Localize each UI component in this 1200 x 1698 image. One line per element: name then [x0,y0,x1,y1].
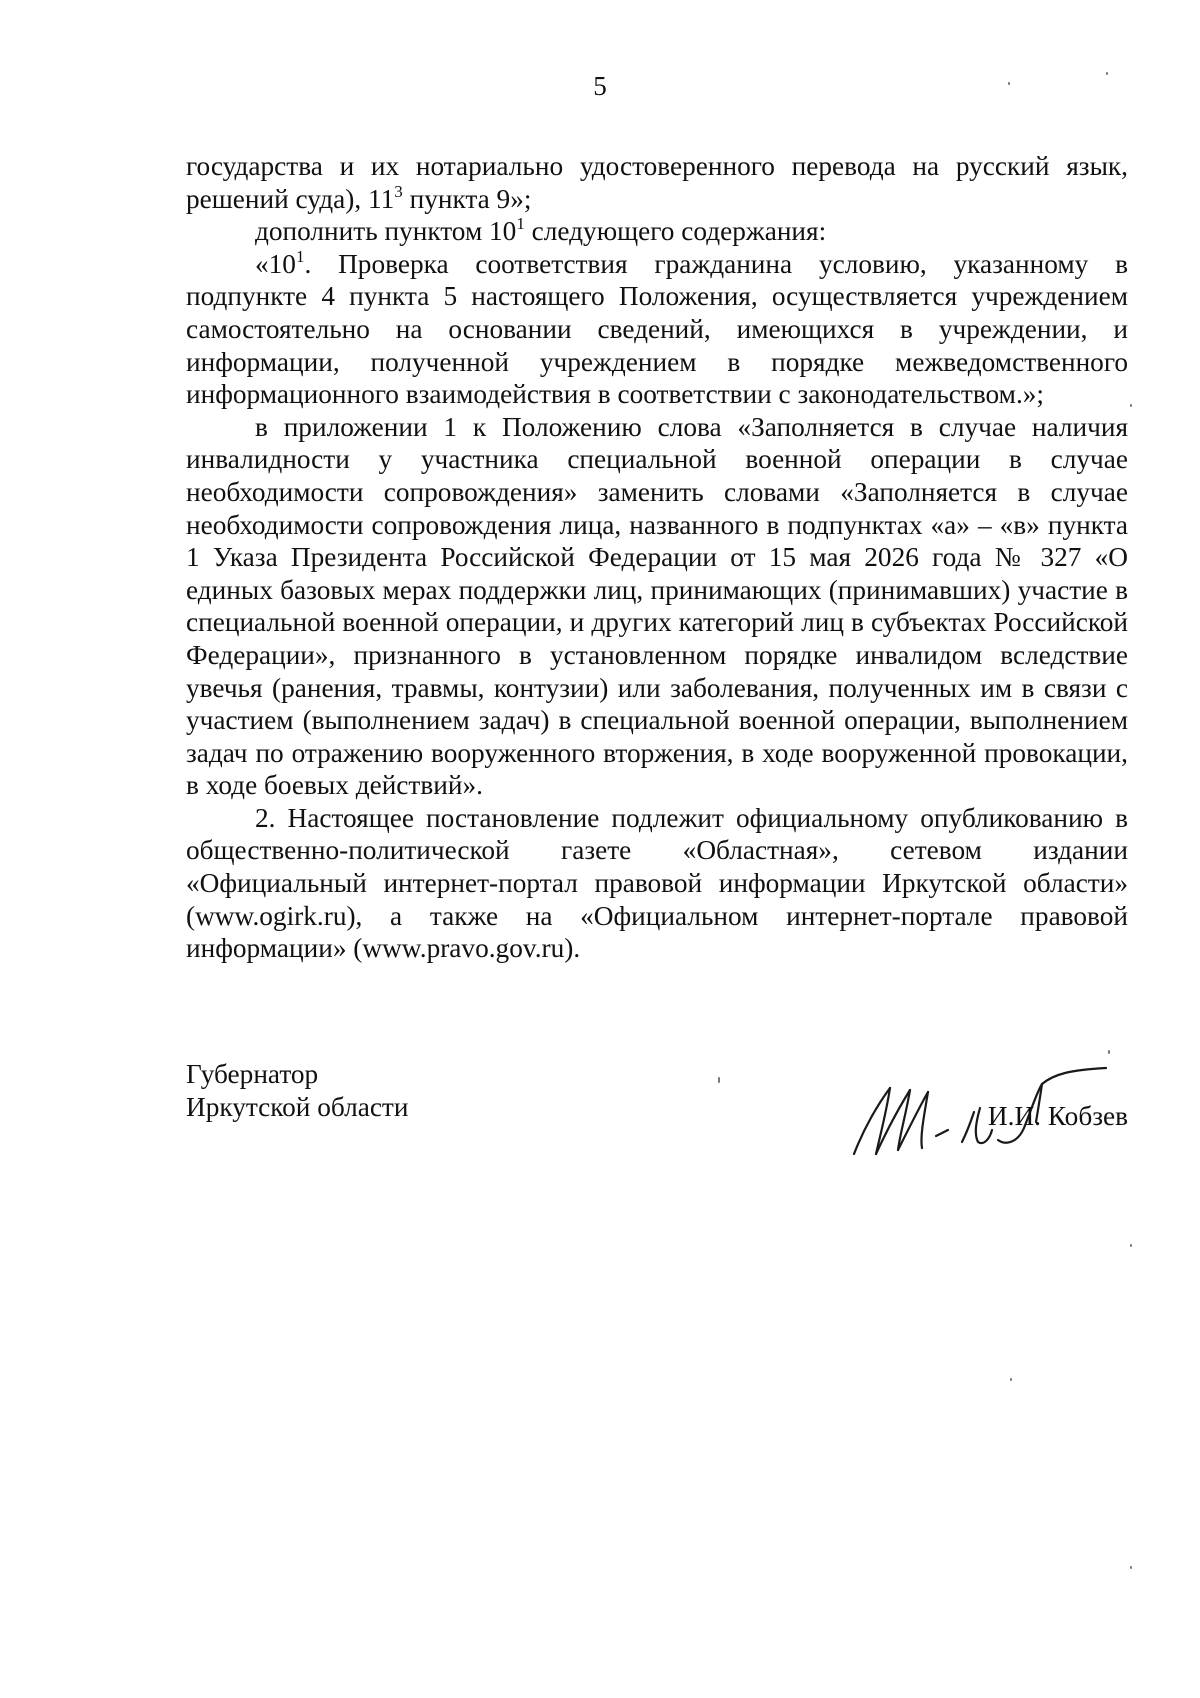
signature-block [186,1058,1128,1178]
text-run: государства и их нотариально удостоверенного перевода на русский язык, решений суда), 11 [186,151,1128,214]
paragraph-add-point-10-1 [186,215,1128,248]
scan-speck [1130,404,1132,407]
scan-speck [1130,1566,1132,1569]
text-run: дополнить пунктом 10 [255,216,517,247]
text-run: 2. Настоящее постановление подлежит официальному опубликованию в общественно-политической газете «Областная», сетевом издании «Официальный интернет-портал правовой информации Иркутской области» (www.ogirk.ru), а также на «Официальном интернет-портале правовой информации» (www.pravo.gov.ru). [186,802,1128,964]
signatory-title-line-1: Губернатор [186,1059,319,1089]
scan-speck [1010,1378,1012,1381]
signatory-name: И.И. Кобзев [987,1101,1128,1131]
signatory-title-line-2: Иркутской области [186,1091,409,1122]
superscript: 1 [295,246,305,266]
text-run: . Проверка соответствия гражданина условию, указанному в подпункте 4 пункта 5 настоящего Положения, осуществляется учреждением самостоятельно на основании сведений, имеющихся в учреждении, и информации, полученной учреждением в порядке межведомственного информационного взаимодействия в соответствии с законодательством.»; [186,248,1128,410]
signatory-title [186,1058,408,1123]
text-run: в приложении 1 к Положению слова «Заполняется в случае наличия инвалидности у участника специальной военной операции в случае необходимости сопровождения» заменить словами «Заполняется в случае необходимости сопровождения лица, названного в подпунктах «а» – «в» пункта 1 Указа Президента Российской Федерации от 15 мая 2026 года № 327 «О единых базовых мерах поддержки лиц, принимающих (принимавших) участие в специальной военной операции, и других категорий лиц в субъектах Российской Федерации», признанного в установленном порядке инвалидом вследствие увечья (ранения, травмы, контузии) или заболевания, полученных им в связи с участием (выполнением задач) в специальной военной операции, выполнением задач по отражению вооруженного вторжения, в ходе вооруженной провокации, в ходе боевых действий». [186,411,1128,801]
paragraph-point-10-1-text [186,248,1128,411]
scan-speck [1130,1244,1132,1247]
scan-speck [718,1077,720,1083]
paragraph-appendix-1-change [186,411,1128,802]
superscript: 1 [516,214,525,234]
paragraph-continuation [186,150,1128,215]
paragraph-publication [186,802,1128,965]
text-run: пункта 9»; [402,183,532,214]
document-body [186,150,1128,965]
superscript: 3 [394,181,403,201]
scan-speck [1108,1050,1110,1054]
text-run: «10 [255,248,296,279]
page-number: 5 [593,71,607,101]
text-run: следующего содержания: [524,216,827,247]
scan-speck [1106,72,1108,75]
scan-speck [1008,82,1010,85]
